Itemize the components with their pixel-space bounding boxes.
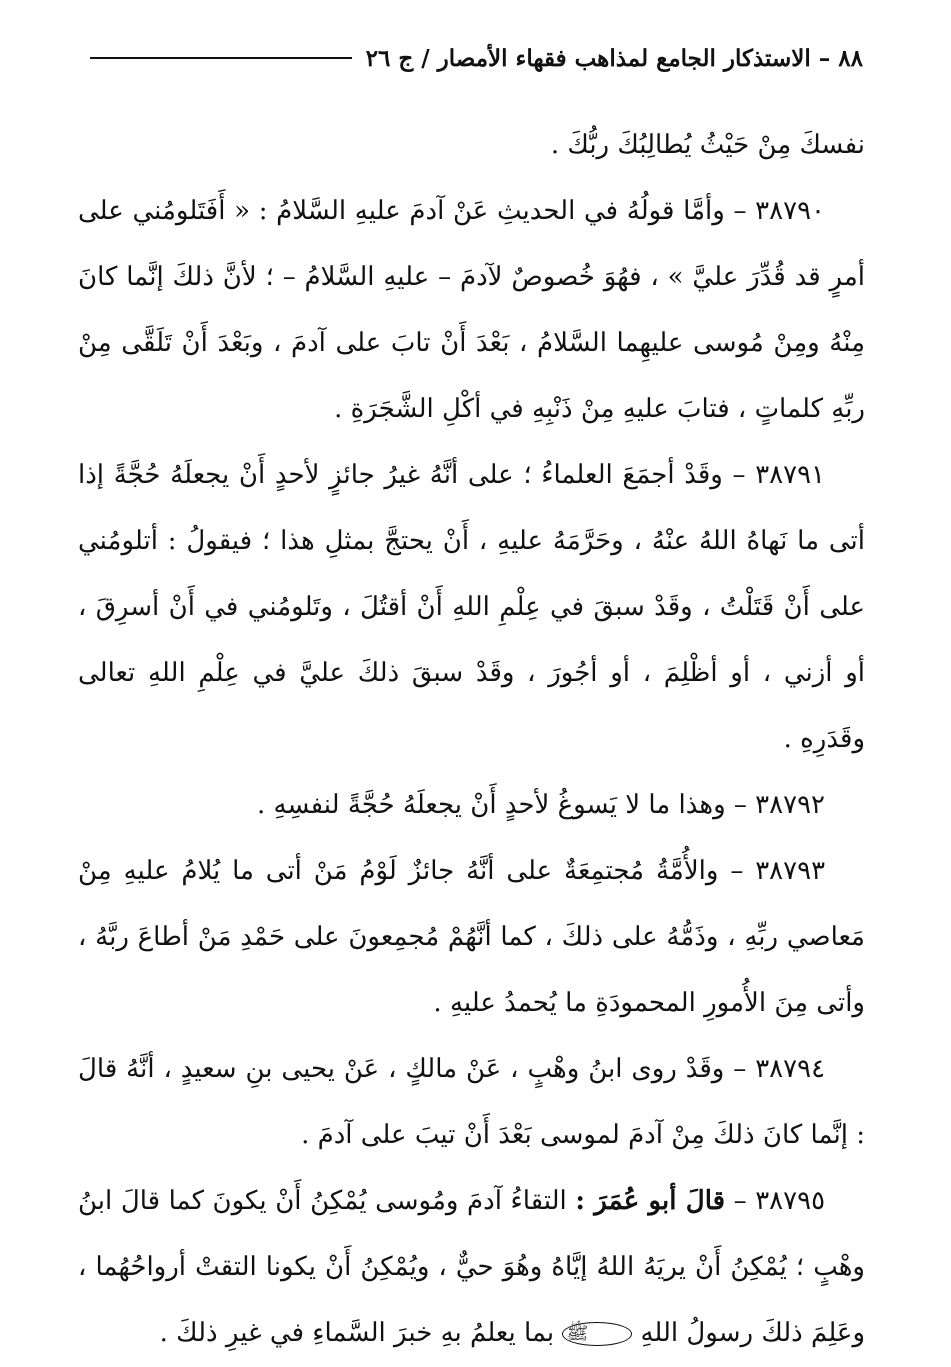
paragraph-number: ٣٨٧٩٠ – <box>733 196 825 226</box>
paragraph-38795 <box>78 1168 865 1366</box>
paragraph-text: وأمَّا قولُهُ في الحديثِ عَنْ آدمَ عليهِ السَّلامُ : « أَفَتَلومُني على أمرٍ قد قُدِّرَ عليَّ » ، فهُوَ خُصوصٌ لآدمَ – عليهِ السَّلامُ – ؛ لأنَّ ذلكَ إنَّما كانَ مِنْهُ ومِنْ مُوسى عليهِما السَّلامُ ، بَعْدَ أَنْ تابَ على آدمَ ، وبَعْدَ أَنْ تَلَقَّى مِنْ ربِّهِ كلماتٍ ، فتابَ عليهِ مِنْ ذَنْبِهِ في أكْلِ الشَّجَرَةِ . <box>78 196 865 424</box>
paragraph-number: ٣٨٧٩٤ – <box>733 1054 826 1084</box>
header-title: ٨٨ – الاستذكار الجامع لمذاهب فقهاء الأمصار / ج ٢٦ <box>365 44 863 72</box>
paragraph-text: وقَدْ أجمَعَ العلماءُ ؛ على أنَّهُ غيرُ جائزٍ لأحدٍ أَنْ يجعلَهُ حُجَّةً إذا أتى ما نَهاهُ اللهُ عنْهُ ، وحَرَّمَهُ عليهِ ، أَنْ يحتجَّ بمثلِ هذا ؛ فيقولُ : أتلومُني على أَنْ قَتَلْتُ ، وقَدْ سبقَ في عِلْمِ اللهِ أَنْ أقتُلَ ، وتَلومُني في أَنْ أسرِقَ ، أو أزني ، أو أظْلِمَ ، أو أجُورَ ، وقَدْ سبقَ ذلكَ عليَّ في عِلْمِ اللهِ تعالى وقَدَرِهِ . <box>78 460 865 754</box>
salla-symbol: ﷺ <box>562 1322 632 1346</box>
paragraph-text: وقَدْ روى ابنُ وهْبٍ ، عَنْ مالكٍ ، عَنْ يحيى بنِ سعيدٍ ، أنَّهُ قالَ : إنَّما كانَ ذلكَ مِنْ آدمَ لموسى بَعْدَ أَنْ تيبَ على آدمَ . <box>78 1054 865 1150</box>
paragraph-38793 <box>78 838 865 1036</box>
paragraph-text: وهذا ما لا يَسوغُ لأحدٍ أَنْ يجعلَهُ حُجَّةً لنفسِهِ . <box>256 790 726 820</box>
paragraph-38790 <box>78 178 865 442</box>
paragraph-continuation <box>78 112 865 178</box>
paragraph-38794 <box>78 1036 865 1168</box>
header-rule <box>90 57 352 59</box>
paragraph-number: ٣٨٧٩٢ – <box>733 790 825 820</box>
paragraph-number: ٣٨٧٩٣ – <box>730 856 826 886</box>
paragraph-38792 <box>78 772 865 838</box>
paragraph-lead: قالَ أبو عُمَرَ : <box>575 1186 726 1216</box>
paragraph-text: والأُمَّةُ مُجتمِعَةٌ على أنَّهُ جائزٌ لَوْمُ مَنْ أتى ما يُلامُ عليهِ مِنْ مَعاصي ربِّهِ ، وذَمُّهُ على ذلكَ ، كما أنَّهُمْ مُجمِعونَ على حَمْدِ مَنْ أطاعَ ربَّهُ ، وأتى مِنَ الأُمورِ المحمودَةِ ما يُحمدُ عليهِ . <box>78 856 865 1018</box>
paragraph-38791 <box>78 442 865 772</box>
page-body <box>78 112 865 1366</box>
paragraph-text: التقاءُ آدمَ ومُوسى يُمْكِنُ أَنْ يكونَ كما قالَ ابنُ وهْبٍ ؛ يُمْكِنُ أَنْ يريَهُ اللهُ إيَّاهُ وهُوَ حيٌّ ، ويُمْكِنُ أَنْ يكونا التقتْ أرواحُهُما ، وعَلِمَ ذلكَ رسولُ اللهِ <box>78 1186 865 1348</box>
paragraph-text: نفسكَ مِنْ حَيْثُ يُطالِبُكَ ربُّكَ . <box>550 130 865 160</box>
running-header <box>90 38 863 78</box>
paragraph-tail: بما يعلمُ بهِ خبرَ السَّماءِ في غيرِ ذلكَ . <box>159 1318 555 1348</box>
paragraph-number: ٣٨٧٩٥ – <box>733 1186 826 1216</box>
paragraph-number: ٣٨٧٩١ – <box>732 460 826 490</box>
